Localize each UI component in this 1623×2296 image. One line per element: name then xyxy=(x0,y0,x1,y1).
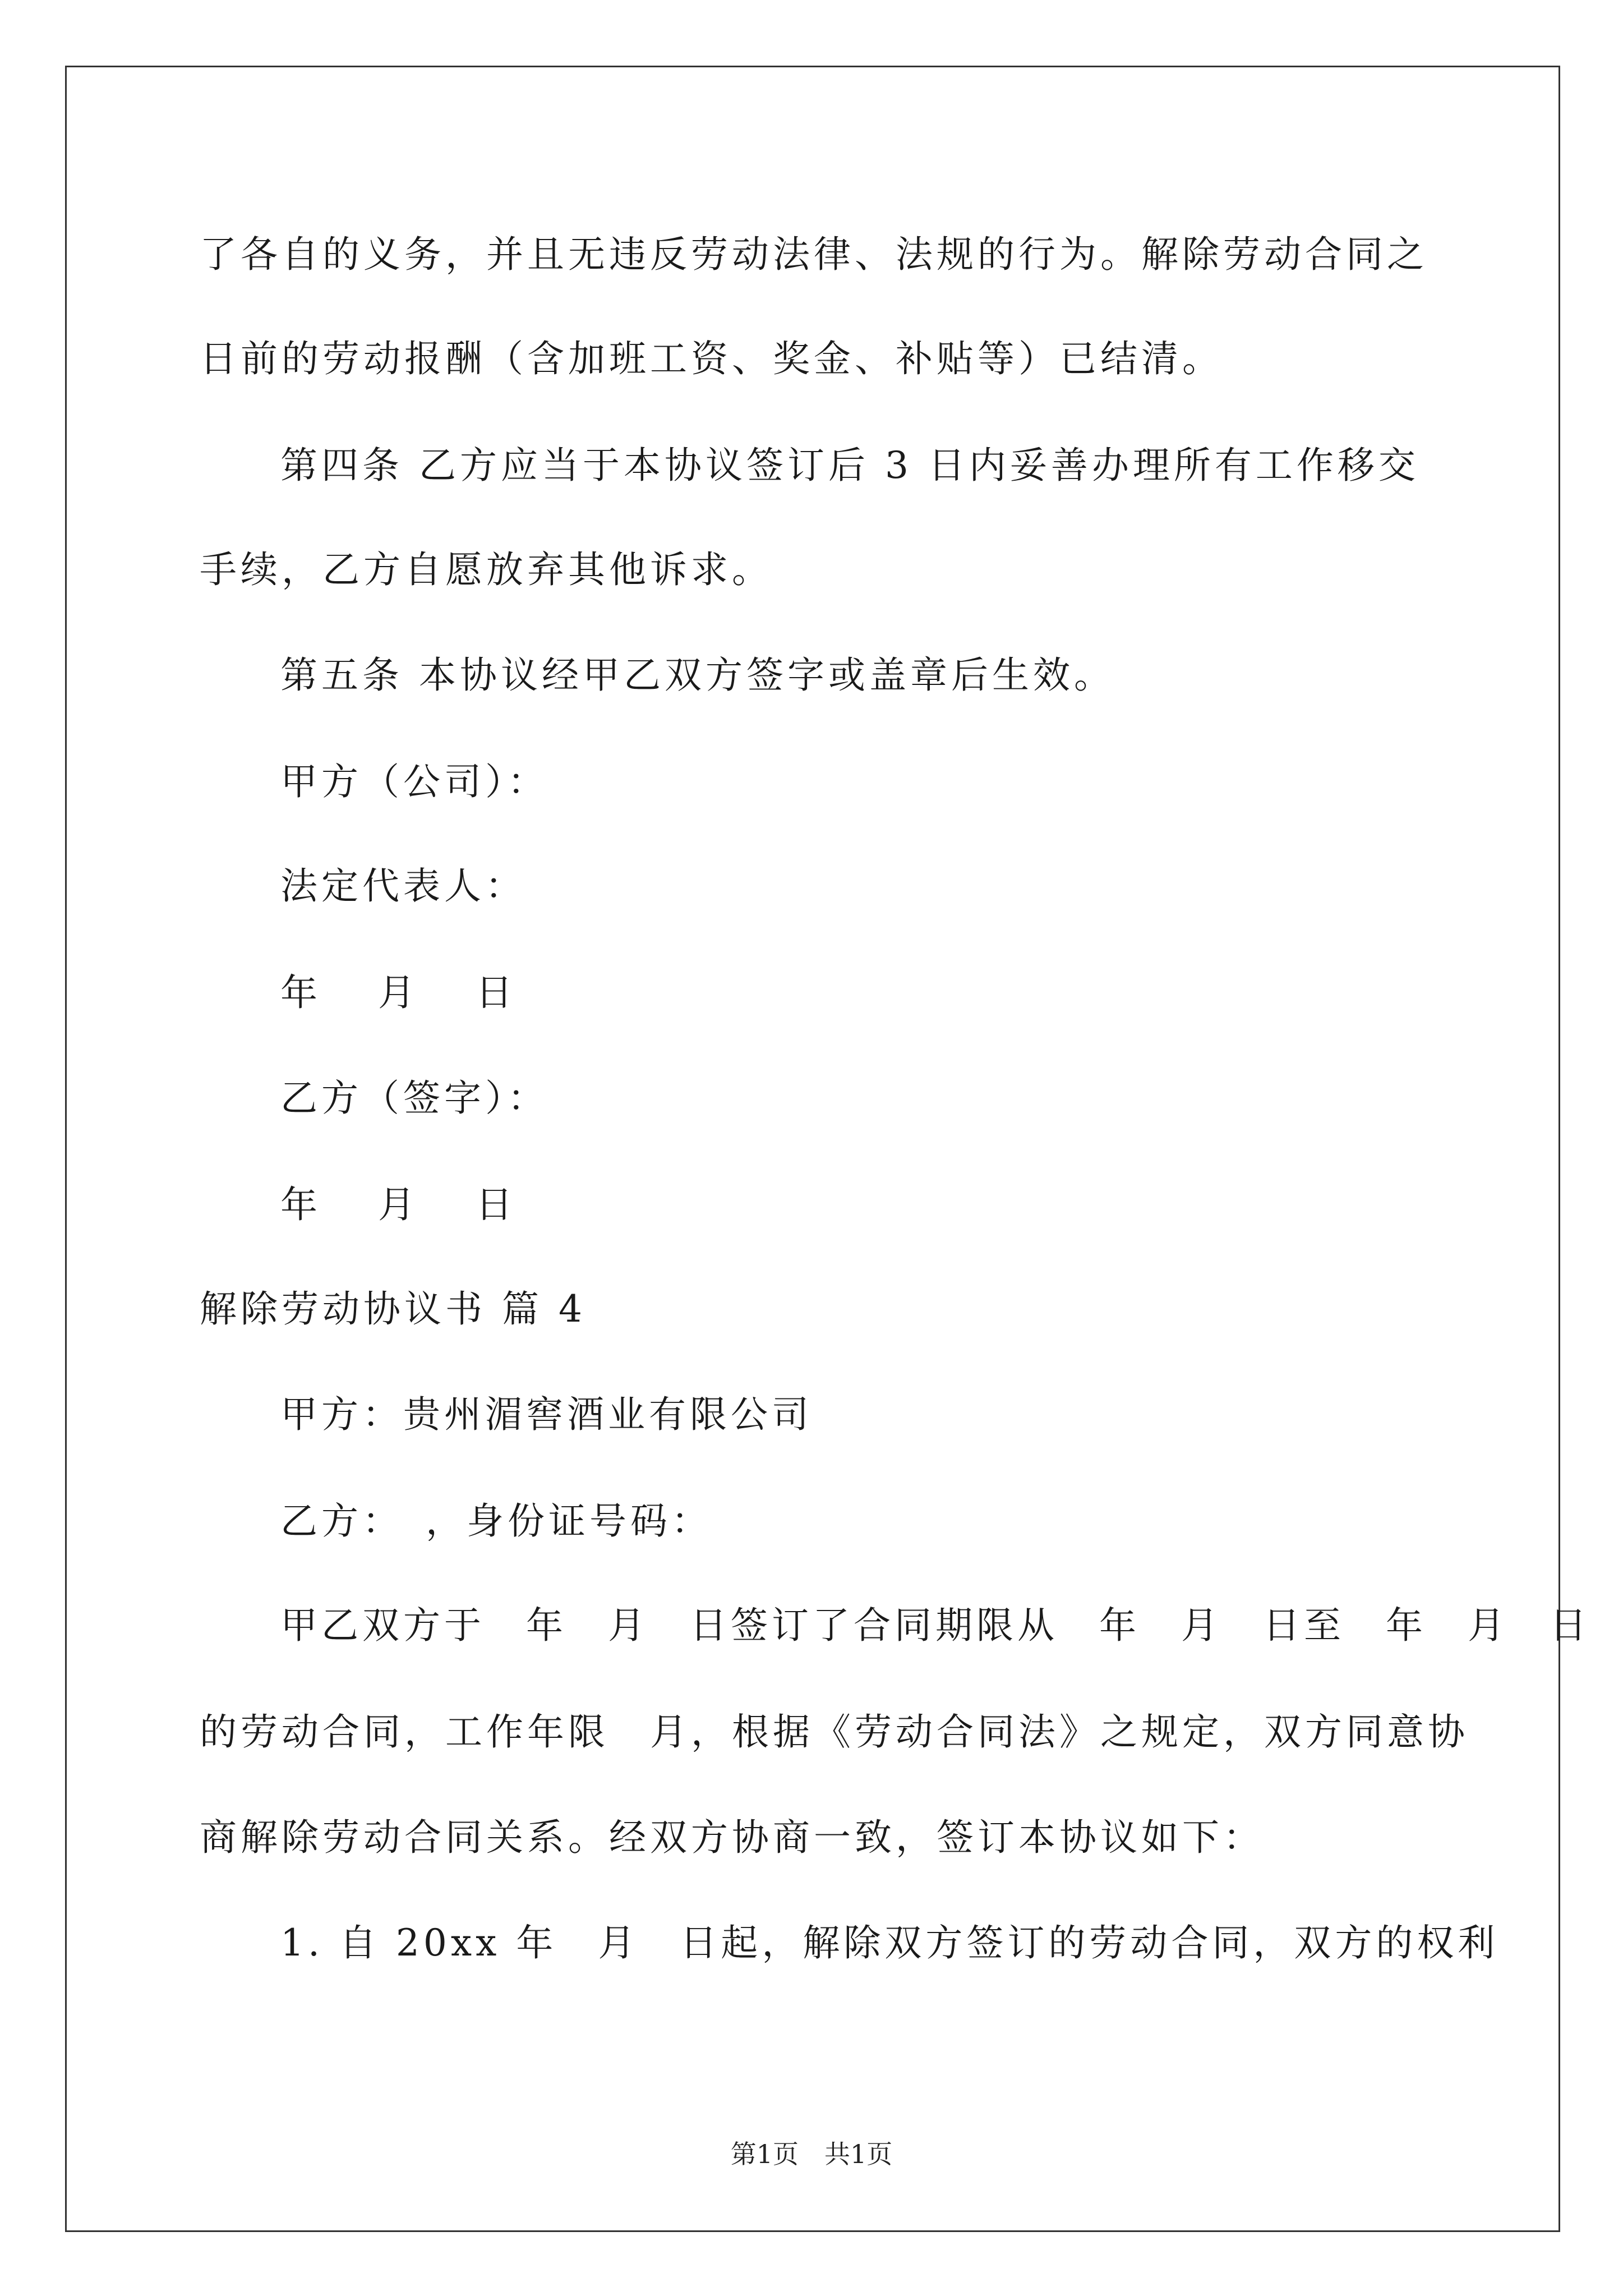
clause-1-line: 1. 自 20xx 年 月 日起，解除双方签订的劳动合同，双方的权利 xyxy=(280,1921,1499,1964)
page-border xyxy=(65,66,1560,2232)
article-5-line: 第五条 本协议经甲乙双方签字或盖章后生效。 xyxy=(280,654,1115,697)
article-4-line: 第四条 乙方应当于本协议签订后 3 日内妥善办理所有工作移交 xyxy=(280,444,1419,487)
party-b-line: 乙方： ，身份证号码： xyxy=(280,1499,712,1543)
body-line: 甲乙双方于 年 月 日签订了合同期限从 年 月 日至 年 月 日 xyxy=(280,1604,1590,1647)
party-a-signature-label: 甲方（公司）： xyxy=(280,760,548,803)
date-line: 年 月 日 xyxy=(280,1183,517,1226)
body-line: 了各自的义务，并且无违反劳动法律、法规的行为。解除劳动合同之 xyxy=(200,233,1428,276)
party-b-signature-label: 乙方（签字）： xyxy=(280,1076,548,1120)
date-line: 年 月 日 xyxy=(280,971,517,1014)
body-line: 商解除劳动合同关系。经双方协商一致，签订本协议如下： xyxy=(200,1816,1264,1859)
legal-representative-label: 法定代表人： xyxy=(280,864,526,908)
page-footer: 第1页 共1页 xyxy=(730,2139,893,2169)
body-line: 的劳动合同，工作年限 月，根据《劳动合同法》之规定，双方同意协 xyxy=(200,1710,1469,1754)
party-a-line: 甲方：贵州湄窖酒业有限公司 xyxy=(280,1393,813,1436)
body-line: 手续，乙方自愿放弃其他诉求。 xyxy=(200,548,773,591)
section-heading: 解除劳动协议书 篇 4 xyxy=(200,1287,586,1331)
body-line: 日前的劳动报酬（含加班工资、奖金、补贴等）已结清。 xyxy=(200,337,1223,380)
